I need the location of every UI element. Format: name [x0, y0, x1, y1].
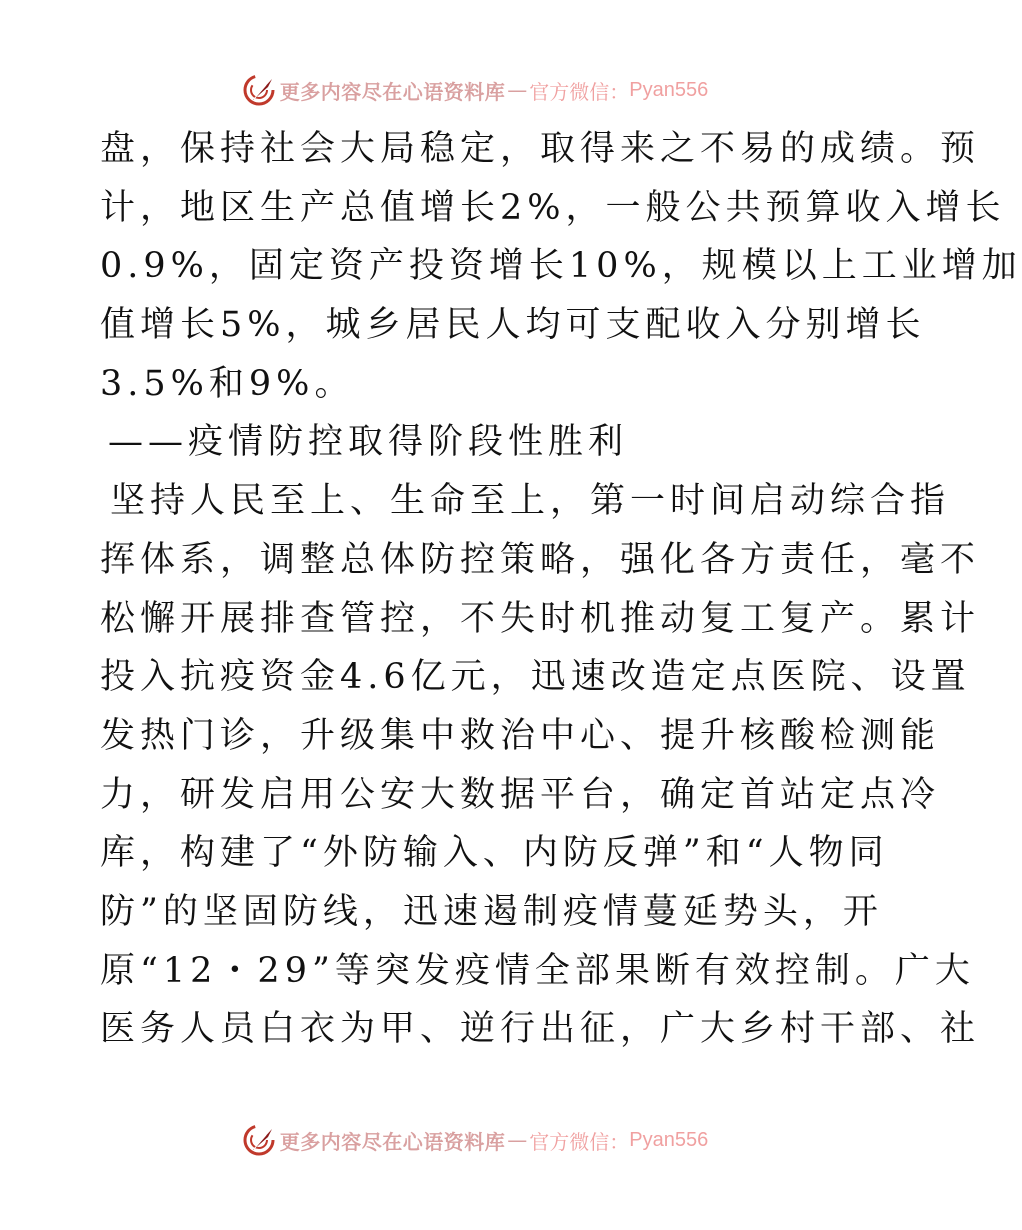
wechat-id: Pyan556 — [629, 1128, 709, 1151]
header-watermark — [0, 70, 950, 110]
swirl-feather-logo-icon — [242, 73, 276, 107]
body-line: 原“12・29”等突发疫情全部果断有效控制。广大 — [100, 950, 975, 991]
body-line: 发热门诊，升级集中救治中心、提升核酸检测能 — [100, 715, 941, 756]
document-body — [100, 120, 1022, 1059]
body-line: 库，构建了“外防输入、内防反弹”和“人物同 — [100, 833, 889, 874]
body-line: 投入抗疫资金4.6亿元，迅速改造定点医院、设置 — [100, 657, 971, 698]
separator: — — [507, 1128, 528, 1152]
separator: — — [507, 78, 528, 102]
footer-watermark — [0, 1120, 950, 1160]
swirl-feather-logo-icon — [242, 1123, 276, 1157]
section-heading: ——疫情防控取得阶段性胜利 — [108, 422, 629, 463]
body-line: 3.5%和9%。 — [100, 363, 355, 404]
body-line: 力，研发启用公安大数据平台，确定首站定点冷 — [100, 774, 941, 815]
wechat-label: 官方微信： — [529, 1129, 630, 1154]
wechat-id: Pyan556 — [629, 78, 709, 101]
body-line: 0.9%，固定资产投资增长10%，规模以上工业增加 — [100, 246, 1022, 287]
brand-text: 更多内容尽在心语资料库 — [279, 1129, 506, 1154]
body-line: 坚持人民至上、生命至上，第一时间启动综合指 — [110, 481, 951, 522]
brand-text: 更多内容尽在心语资料库 — [279, 79, 506, 104]
body-line: 值增长5%，城乡居民人均可支配收入分别增长 — [100, 305, 926, 346]
body-line: 医务人员白衣为甲、逆行出征，广大乡村干部、社 — [100, 1009, 981, 1050]
body-line: 防”的坚固防线，迅速遏制疫情蔓延势头，开 — [100, 891, 883, 932]
body-line: 计，地区生产总值增长2%，一般公共预算收入增长 — [100, 187, 1006, 228]
body-line: 挥体系，调整总体防控策略，强化各方责任，毫不 — [100, 539, 981, 580]
wechat-label: 官方微信： — [529, 79, 630, 104]
body-line: 松懈开展排查管控，不失时机推动复工复产。累计 — [100, 598, 981, 639]
body-line: 盘，保持社会大局稳定，取得来之不易的成绩。预 — [100, 129, 981, 169]
